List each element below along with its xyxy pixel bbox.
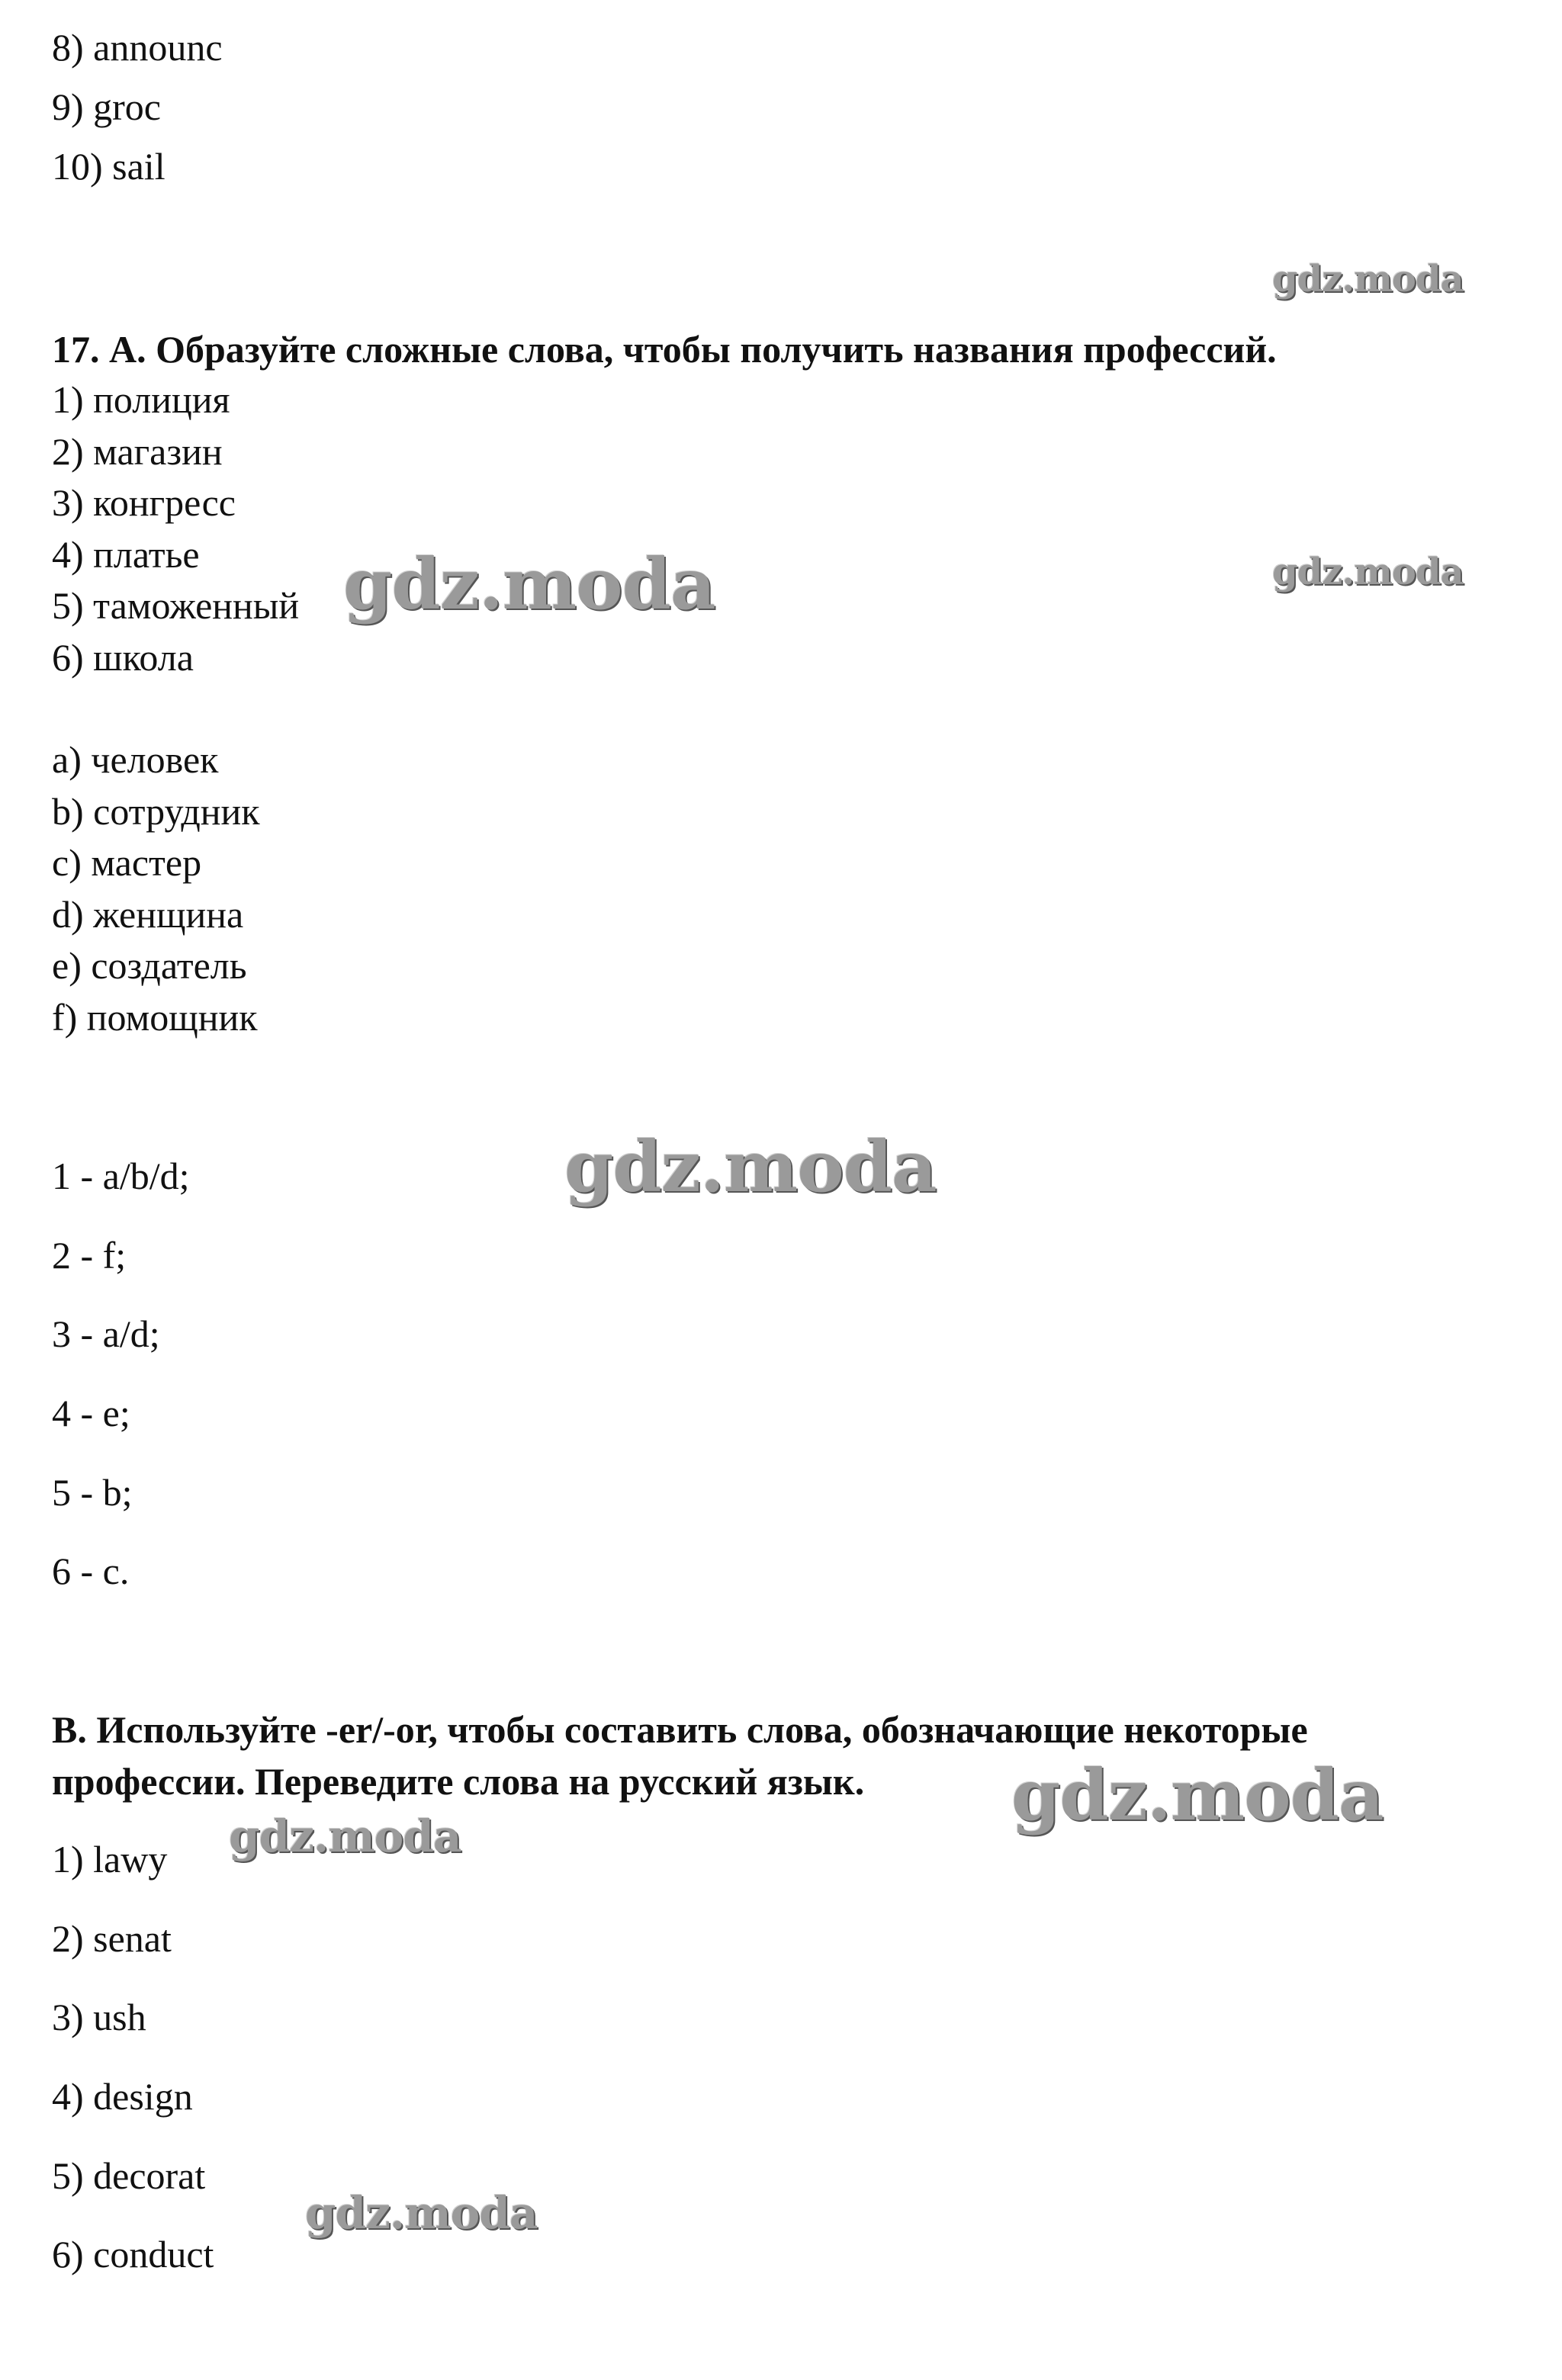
- task-17-word-5: 5) таможенный: [52, 584, 300, 627]
- task-b-item-5: 5) decorat: [52, 2154, 206, 2197]
- task-b-heading-line-1: B. Используйте -er/-or, чтобы составить слова, обозначающие некоторые: [52, 1708, 1308, 1751]
- task-b-item-1: 1) lawy: [52, 1838, 168, 1881]
- task-17-word-d: d) женщина: [52, 893, 244, 936]
- task-b-heading-line-2: профессии. Переведите слова на русский язык.: [52, 1760, 865, 1803]
- task-b-item-6: 6) conduct: [52, 2233, 214, 2276]
- task-17-answer-3: 3 - a/d;: [52, 1312, 160, 1355]
- task-17-heading: 17. А. Образуйте сложные слова, чтобы получить названия профессий.: [52, 328, 1277, 371]
- task-17-word-b: b) сотрудник: [52, 790, 260, 833]
- list-item-announc: 8) announc: [52, 26, 223, 69]
- task-17-word-4: 4) платье: [52, 533, 200, 576]
- task-17-word-2: 2) магазин: [52, 430, 223, 473]
- task-17-answer-1: 1 - a/b/d;: [52, 1155, 190, 1197]
- list-item-groc: 9) groc: [52, 85, 161, 128]
- task-17-answer-2: 2 - f;: [52, 1234, 127, 1277]
- watermark: gdz.moda: [343, 543, 715, 625]
- watermark: gdz.moda: [1011, 1754, 1384, 1836]
- task-17-answer-5: 5 - b;: [52, 1471, 133, 1514]
- task-17-answer-6: 6 - c.: [52, 1550, 130, 1592]
- task-b-item-4: 4) design: [52, 2075, 193, 2118]
- task-17-word-1: 1) полиция: [52, 378, 230, 421]
- task-17-word-3: 3) конгресс: [52, 481, 236, 524]
- task-17-word-a: a) человек: [52, 738, 219, 781]
- watermark: gdz.moda: [1272, 551, 1464, 593]
- task-17-word-e: e) создатель: [52, 944, 247, 987]
- task-b-item-3: 3) ush: [52, 1996, 146, 2038]
- task-b-item-2: 2) senat: [52, 1917, 172, 1960]
- watermark: gdz.moda: [564, 1126, 937, 1208]
- watermark: gdz.moda: [305, 2187, 538, 2239]
- task-17-word-c: c) мастер: [52, 841, 202, 884]
- task-17-answer-4: 4 - e;: [52, 1392, 130, 1434]
- watermark: gdz.moda: [229, 1810, 461, 1862]
- list-item-sail: 10) sail: [52, 145, 166, 188]
- watermark: gdz.moda: [1272, 258, 1464, 300]
- task-17-word-6: 6) школа: [52, 636, 194, 679]
- task-17-word-f: f) помощник: [52, 996, 258, 1039]
